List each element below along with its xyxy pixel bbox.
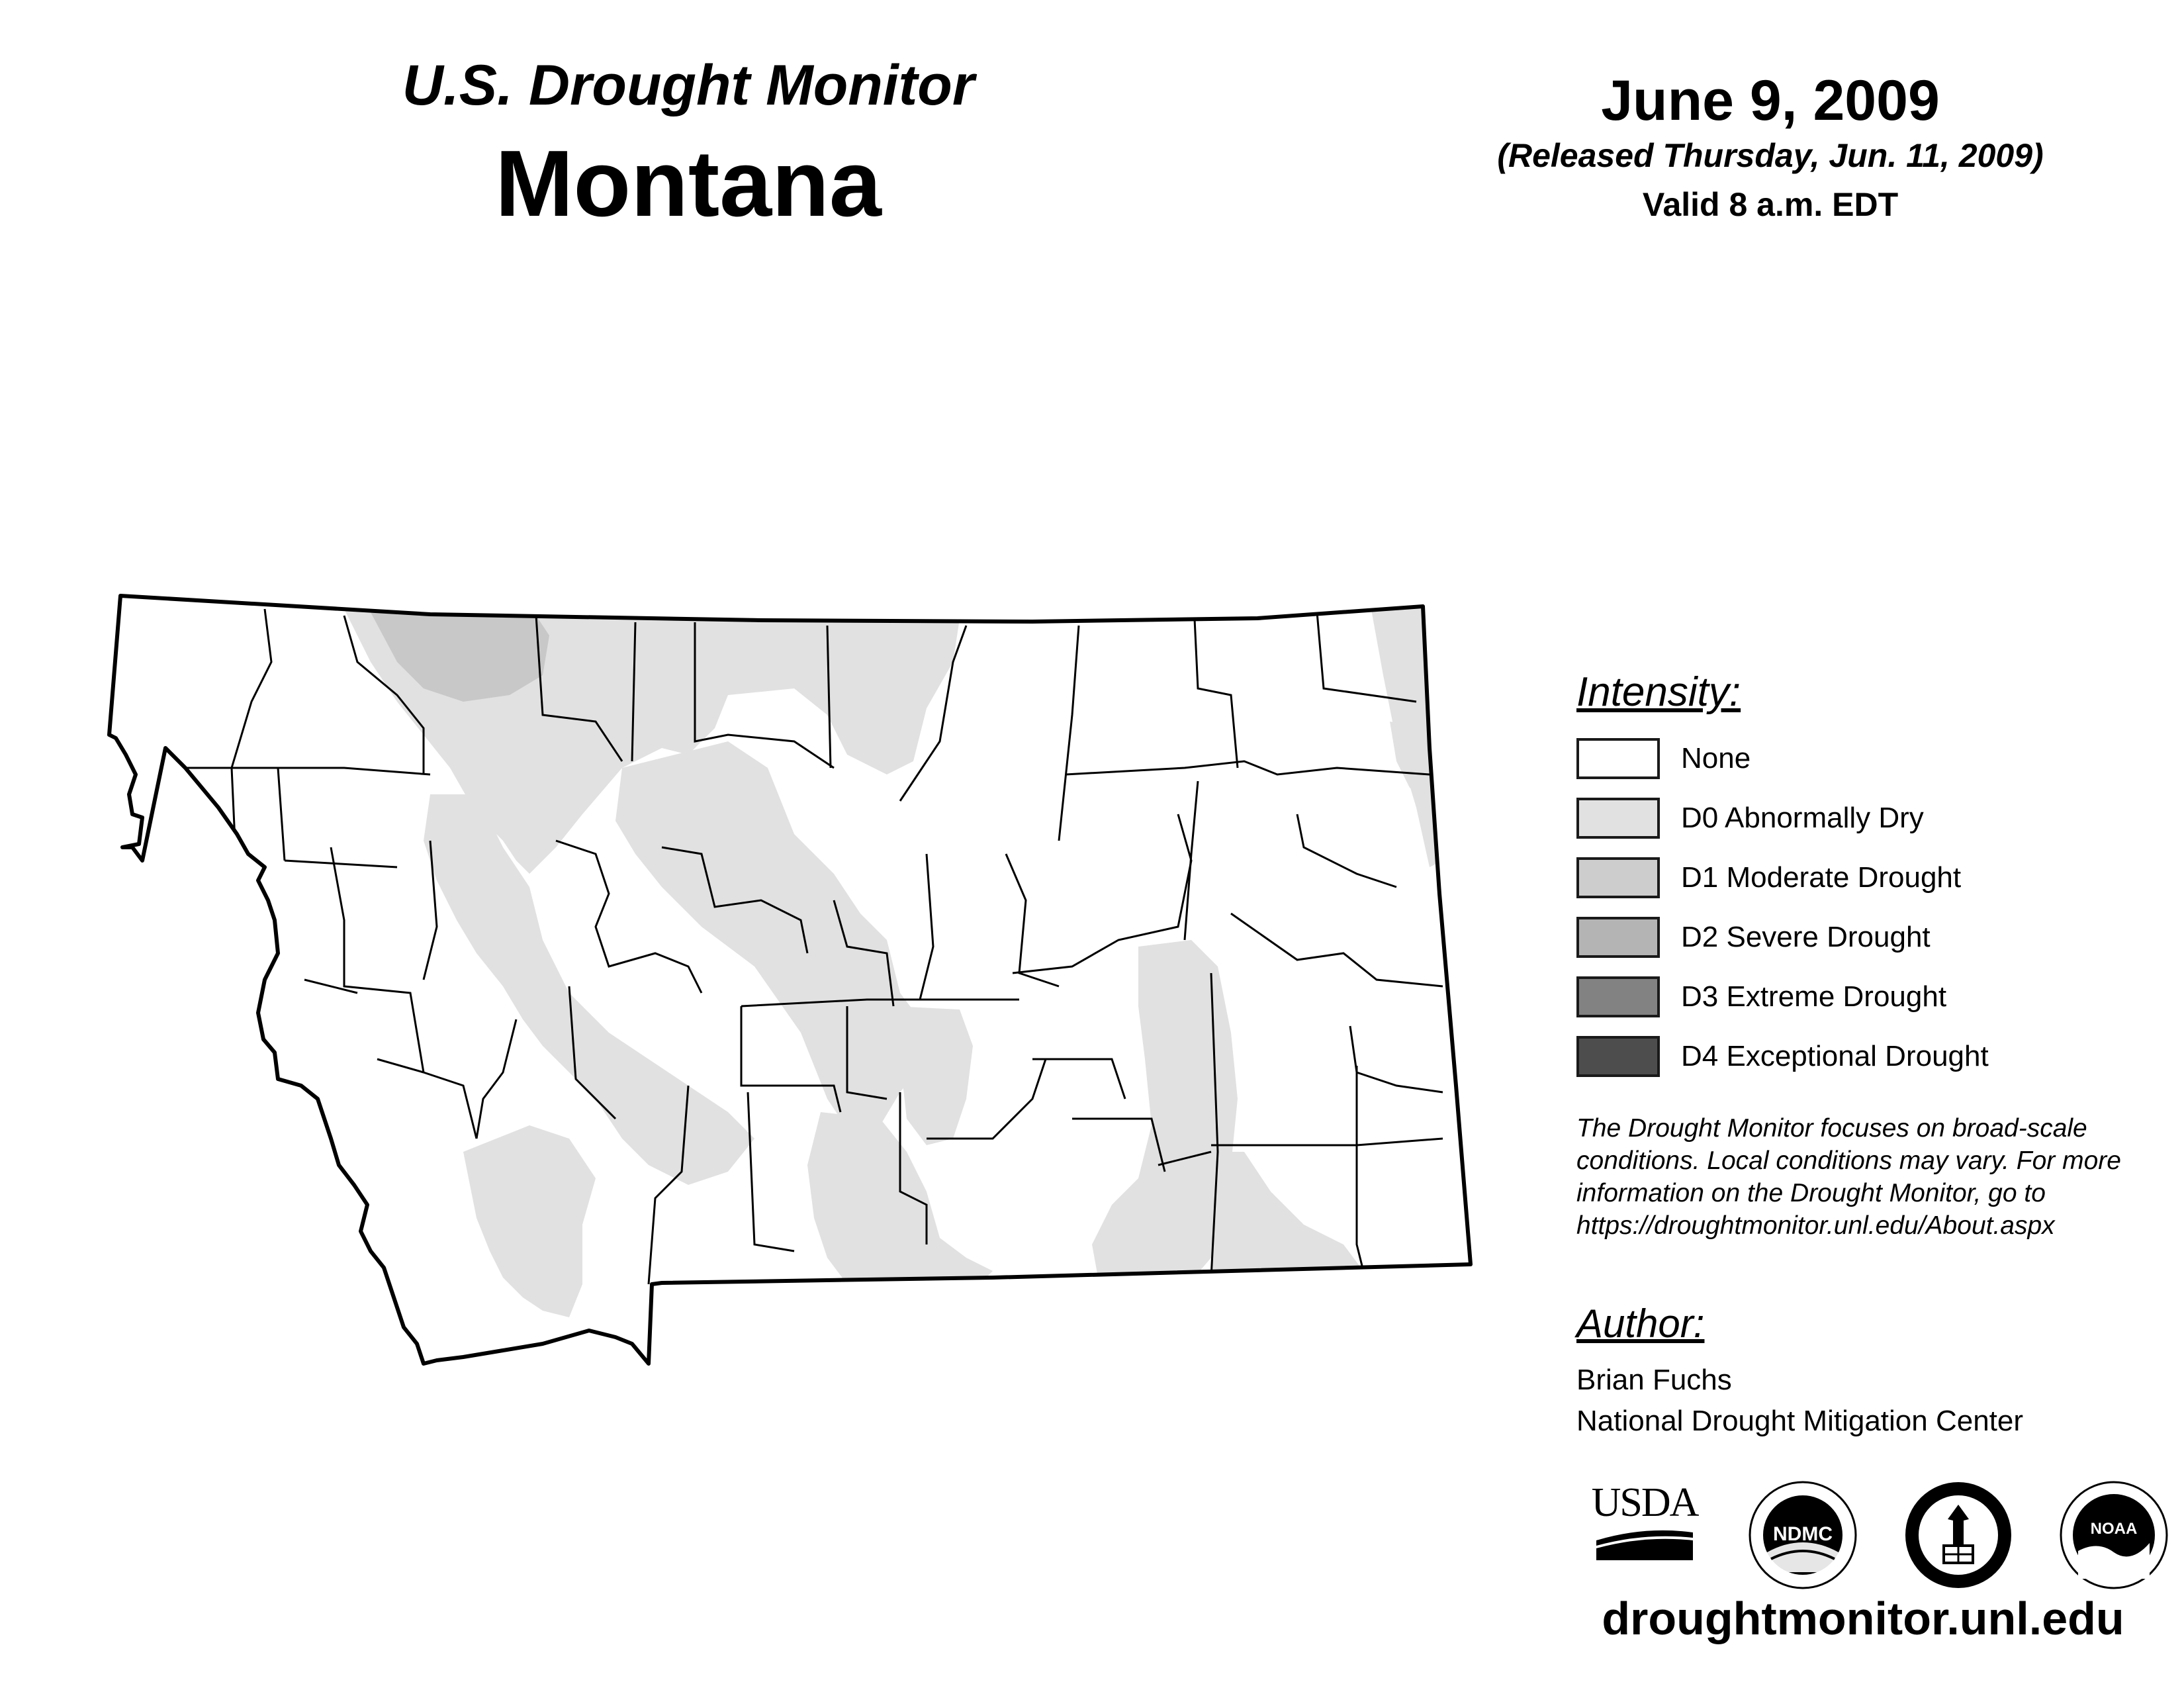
legend-item-d0 [1576, 798, 2119, 840]
legend-item-d1 [1576, 857, 2119, 900]
valid-time: Valid 8 a.m. EDT [1642, 186, 1899, 223]
department-of-commerce-seal-icon [1903, 1479, 2014, 1591]
noaa-text: NOAA [2090, 1520, 2138, 1538]
legend-swatch-d1 [1576, 857, 1660, 898]
legend-label: D3 Extreme Drought [1681, 980, 1947, 1013]
disclaimer-line: conditions. Local conditions may vary. For more [1576, 1147, 2121, 1175]
legend-label: None [1681, 742, 1751, 774]
disclaimer-line: The Drought Monitor focuses on broad-scale [1576, 1114, 2087, 1143]
ndmc-text: NDMC [1773, 1523, 1833, 1545]
ndmc-logo [1747, 1479, 1858, 1591]
disclaimer-text [1576, 1112, 2172, 1242]
legend-label: D2 Severe Drought [1681, 921, 1931, 953]
author-organization: National Drought Mitigation Center [1576, 1405, 2024, 1437]
usda-logo [1588, 1479, 1701, 1562]
legend-label: D1 Moderate Drought [1681, 861, 1962, 894]
release-date: (Released Thursday, Jun. 11, 2009) [1497, 137, 2044, 174]
legend-item-d4 [1576, 1036, 2119, 1078]
legend-swatch-d3 [1576, 976, 1660, 1017]
legend-swatch-none [1576, 738, 1660, 779]
disclaimer-link[interactable]: https://droughtmonitor.unl.edu/About.aspx [1576, 1211, 2055, 1240]
author-name: Brian Fuchs [1576, 1364, 1732, 1396]
map-date: June 9, 2009 [1601, 69, 1940, 132]
legend-swatch-d4 [1576, 1036, 1660, 1077]
legend-item-d3 [1576, 976, 2119, 1019]
legend-heading: Intensity: [1576, 669, 1741, 715]
state-title: Montana [495, 131, 882, 236]
website-link[interactable]: droughtmonitor.unl.edu [1602, 1593, 2124, 1644]
map-subtitle: U.S. Drought Monitor [402, 54, 975, 117]
noaa-seal-icon [2058, 1479, 2169, 1591]
legend-swatch-d0 [1576, 798, 1660, 839]
doc-logo [1903, 1479, 2014, 1591]
usda-swoosh-icon [1588, 1479, 1701, 1562]
usda-wordmark: USDA [1591, 1480, 1698, 1525]
ndmc-seal-icon [1747, 1479, 1858, 1591]
legend-swatch-d2 [1576, 917, 1660, 958]
legend-item-d2 [1576, 917, 2119, 959]
legend-label: D0 Abnormally Dry [1681, 802, 1924, 834]
disclaimer-line: information on the Drought Monitor, go to [1576, 1179, 2046, 1207]
legend-item-none [1576, 738, 2119, 780]
legend-label: D4 Exceptional Drought [1681, 1040, 1989, 1072]
author-heading: Author: [1576, 1301, 1705, 1346]
noaa-logo [2058, 1479, 2169, 1591]
